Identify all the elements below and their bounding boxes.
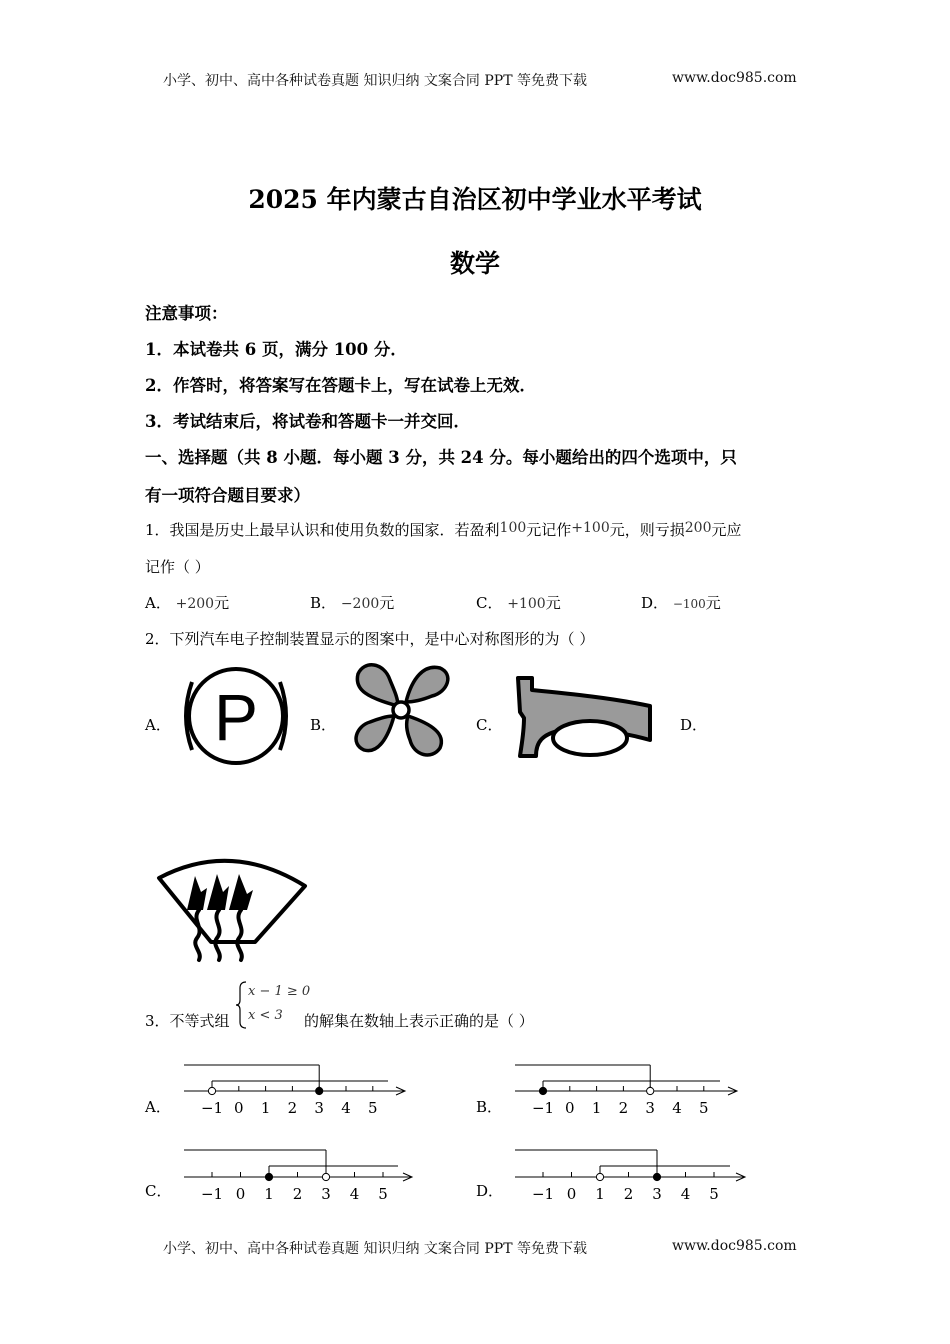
tick-label: 3 (321, 1185, 331, 1203)
tick-label: 5 (709, 1185, 719, 1203)
q3-option-d-letter[interactable]: D． (476, 1182, 504, 1200)
tick-label: 2 (287, 1099, 298, 1117)
tick-label: 4 (672, 1099, 682, 1117)
q1-math: 100 (499, 520, 527, 536)
inequality-1: x − 1 ≥ 0 (248, 984, 311, 999)
tick-label: 1 (591, 1099, 602, 1117)
open-endpoint (596, 1173, 603, 1180)
tick-label: 3 (645, 1099, 655, 1117)
tick-label: −1 (200, 1185, 224, 1203)
q1-text: 元，则亏损 (609, 521, 685, 539)
closed-endpoint (539, 1087, 546, 1094)
tick-label: 3 (314, 1099, 324, 1117)
tick-label: −1 (531, 1099, 555, 1117)
tick-label: 0 (565, 1099, 575, 1117)
open-endpoint (647, 1087, 654, 1094)
header-url[interactable]: www.doc985.com (672, 70, 797, 86)
option-letter: A． (145, 594, 171, 612)
tick-label: 0 (234, 1099, 244, 1117)
tick-label: 0 (566, 1185, 577, 1203)
q1-text: 元记作 (526, 521, 572, 539)
q1-math: 200 (684, 520, 712, 536)
option-letter: D． (641, 594, 669, 612)
tick-label: 1 (260, 1099, 271, 1117)
section-heading-line2: 有一项符合题目要求） (145, 486, 310, 505)
tick-label: 5 (368, 1099, 378, 1117)
note-item: 1．本试卷共 6 页，满分 100 分． (145, 340, 407, 359)
tick-label: 4 (341, 1099, 351, 1117)
tick-label: 0 (235, 1185, 246, 1203)
footer-text: 小学、初中、高中各种试卷真题 知识归纳 文案合同 PPT 等免费下载 (163, 1241, 587, 1257)
q2-option-c-letter[interactable]: C． (476, 716, 503, 734)
option-math: +200 (175, 596, 215, 612)
question-3-lead: 3．不等式组 (145, 1012, 230, 1030)
option-unit: 元 (545, 594, 561, 612)
option-letter: C． (476, 594, 503, 612)
inequality-2: x < 3 (248, 1008, 283, 1023)
question-3-tail: 的解集在数轴上表示正确的是（ ） (304, 1012, 534, 1030)
note-item: 2．作答时，将答案写在答题卡上，写在试卷上无效． (145, 376, 536, 395)
tick-label: −1 (531, 1185, 555, 1203)
q1-math: +100 (571, 520, 610, 536)
question-2-stem: 2．下列汽车电子控制装置显示的图案中，是中心对称图形的为（ ） (145, 630, 595, 648)
footer-url[interactable]: www.doc985.com (672, 1238, 797, 1254)
q2-option-d-letter[interactable]: D． (680, 716, 708, 734)
notes-heading: 注意事项： (145, 304, 228, 323)
open-endpoint (322, 1173, 329, 1180)
tick-label: 5 (378, 1185, 388, 1203)
closed-endpoint (653, 1173, 660, 1180)
option-unit: 元 (379, 594, 395, 612)
tick-label: 2 (623, 1185, 634, 1203)
closed-endpoint (316, 1087, 323, 1094)
exam-subject: 数学 (449, 249, 500, 278)
q2-option-b-letter[interactable]: B． (310, 716, 337, 734)
header-text: 小学、初中、高中各种试卷真题 知识归纳 文案合同 PPT 等免费下载 (163, 73, 587, 89)
option-unit: 元 (705, 594, 721, 612)
option-math: −200 (340, 596, 380, 612)
option-unit: 元 (214, 594, 230, 612)
option-math: +100 (507, 596, 546, 612)
q1-text: 元应 (711, 521, 742, 539)
tick-label: 1 (595, 1185, 605, 1203)
closed-endpoint (265, 1173, 272, 1180)
tick-label: 4 (349, 1185, 360, 1203)
question-1-line2: 记作（ ） (145, 558, 210, 576)
tick-label: 4 (680, 1185, 691, 1203)
tick-label: 1 (264, 1185, 274, 1203)
parking-letter: P (213, 680, 259, 754)
tick-label: 3 (652, 1185, 662, 1203)
exam-title: 2025 年内蒙古自治区初中学业水平考试 (248, 185, 702, 214)
tick-label: 2 (618, 1099, 629, 1117)
q3-option-c-letter[interactable]: C． (145, 1182, 172, 1200)
tick-label: 5 (699, 1099, 709, 1117)
option-letter: B． (310, 594, 337, 612)
tick-label: 2 (292, 1185, 303, 1203)
q3-option-a-letter[interactable]: A． (145, 1098, 171, 1116)
section-heading-line1: 一、选择题（共 8 小题．每小题 3 分，共 24 分。每小题给出的四个选项中，只 (145, 448, 737, 467)
q2-option-a-letter[interactable]: A． (145, 716, 171, 734)
q3-option-b-letter[interactable]: B． (476, 1098, 503, 1116)
tick-label: −1 (200, 1099, 224, 1117)
option-math: −100 (672, 597, 706, 611)
q1-text: 1．我国是历史上最早认识和使用负数的国家．若盈利 (145, 521, 500, 539)
note-item: 3．考试结束后，将试卷和答题卡一并交回． (145, 412, 470, 431)
open-endpoint (208, 1087, 215, 1094)
